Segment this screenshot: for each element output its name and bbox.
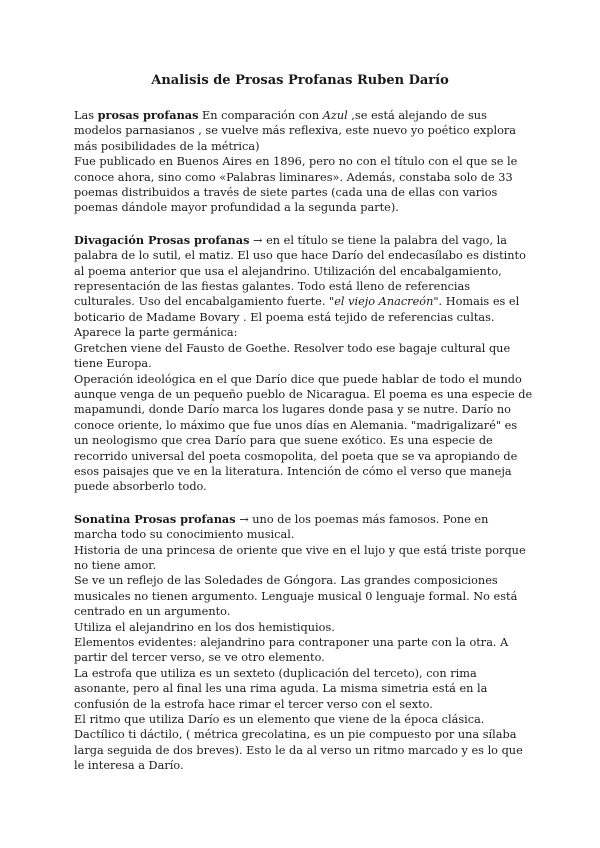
paragraph: Se ve un reflejo de las Soledades de Góngora. Las grandes composiciones musicales no tienen argumento. Lenguaje musical 0 lenguaje formal. No está centrado en un argumento. — [74, 574, 518, 619]
paragraph-gap — [74, 495, 534, 512]
paragraph: Operación ideológica en el que Darío dice que puede hablar de todo el mundo aunque venga de un pequeño pueblo de Nicaragua. El poema es una especie de mapamundi, donde Darío marca los lugares donde pasa y se nutre. Darío no conoce oriente, lo máximo que fue unos días en Alemania. "madrigalizaré" es un neologismo que crea Darío para que suene exótico. Es una especie de recorrido universal del poeta cosmopolita, del poeta que se va apropiando de esos paisajes que ve en la literatura. Intención de cómo el verso que maneja puede absorberlo todo. — [74, 372, 533, 494]
paragraph: El ritmo que utiliza Darío es un elemento que viene de la época clásica. Dactílico ti dáctilo, ( métrica grecolatina, es un pie compuesto por una sílaba larga seguida de dos breves). Esto le da al verso un ritmo marcado y es lo que le interesa a Darío. — [74, 713, 523, 773]
paragraph: La estrofa que utiliza es un sexteto (duplicación del terceto), con rima asonante, pero al final les una rima aguda. La misma simetria está en la confusión de la estrofa hace rimar el tercer verso con el sexto. — [74, 666, 488, 711]
text-run: ". Homais es el boticario de Madame Bovary . El poema está tejido de referencias cultas. — [74, 295, 520, 324]
section-heading-sonatina: Sonatina Prosas profanas — [74, 511, 236, 526]
text-run: ,se está alejando de sus modelos parnasianos , se vuelve más reflexiva, este nuevo yo poético explora más posibilidades de la métrica) — [74, 109, 517, 153]
paragraph: Historia de una princesa de oriente que vive en el lujo y que está triste porque no tiene amor. — [74, 543, 526, 572]
paragraph: Aparece la parte germánica: — [74, 326, 238, 340]
bold-term: prosas profanas — [97, 108, 199, 122]
text-run: → en el título se tiene la palabra del vago, la palabra de lo sutil, el matiz. El uso que hace Darío del endecasílabo es distinto al poema anterior que usa el alejandrino. Utilización del encabalgamiento, representación de las fiestas galantes. Todo está lleno de referencias culturales. Uso del encabalgamiento fuerte. " — [74, 233, 526, 309]
paragraph-gap — [74, 216, 534, 233]
text-run: En comparación con — [198, 109, 323, 122]
text-run: → uno de los poemas más famosos. Pone en marcha todo su conocimiento musical. — [74, 512, 489, 542]
text-run: Las — [74, 109, 98, 122]
italic-quote: el viejo Anacreón — [334, 295, 434, 309]
publication-paragraph: Fue publicado en Buenos Aires en 1896, pero no con el título con el que se le conoce ahora, sino como «Palabras liminares». Además, constaba solo de 33 poemas distribuidos a través de siete partes (cada una de ellas con varios poemas dándole mayor profundidad a la segunda parte). — [74, 155, 518, 215]
section-heading-divagacion: Divagación Prosas profanas — [74, 232, 250, 247]
paragraph: Gretchen viene del Fausto de Goethe. Resolver todo ese bagaje cultural que tiene Europa. — [74, 341, 511, 371]
paragraph: Utiliza el alejandrino en los dos hemistiquios. — [74, 620, 335, 634]
intro-paragraph — [74, 108, 534, 154]
paragraph: Elementos evidentes: alejandrino para contraponer una parte con la otra. A partir del tercer verso, se ve otro elemento. — [74, 636, 509, 665]
divagacion-paragraph — [74, 233, 534, 325]
italic-title: Azul — [322, 109, 348, 122]
document-body — [74, 108, 534, 774]
sonatina-paragraph — [74, 512, 534, 543]
document-title: Analisis de Prosas Profanas Ruben Darío — [151, 73, 449, 88]
